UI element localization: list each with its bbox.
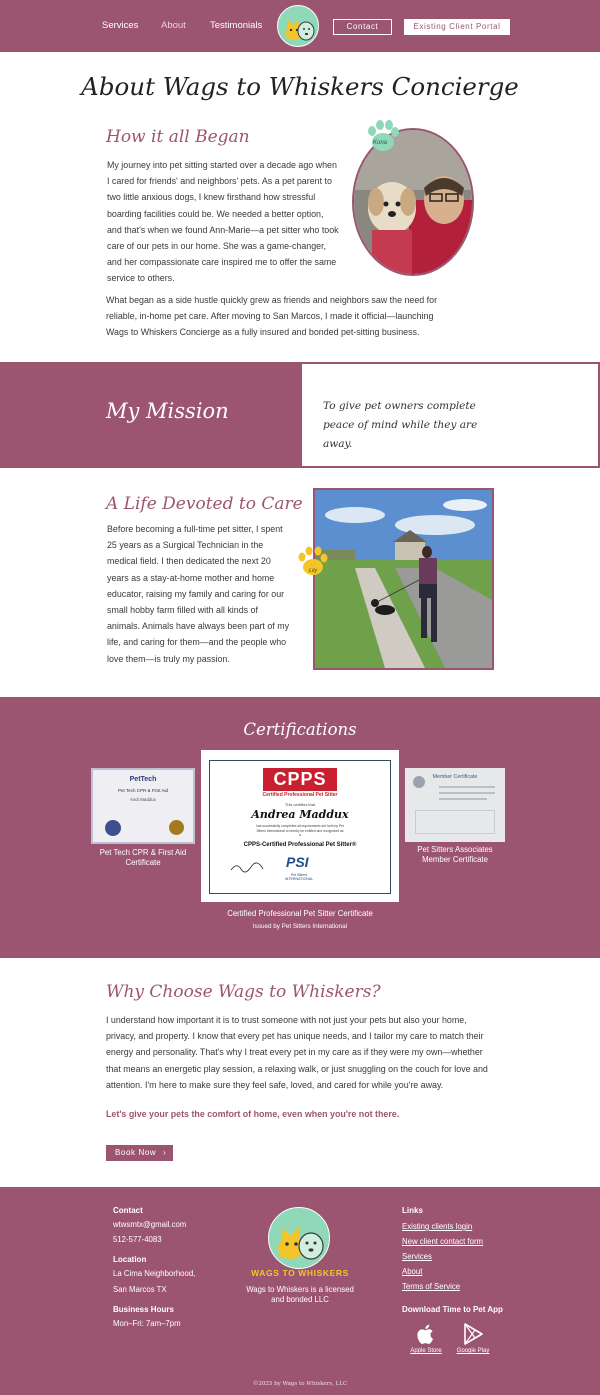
paw-kona-label: Kona <box>373 140 388 146</box>
why-tagline: Let's give your pets the comfort of home, even when you're not there. <box>106 1109 400 1119</box>
certifications-title: Certifications <box>243 720 357 739</box>
cpps-issuer: Issued by Pet Sitters International <box>252 923 348 930</box>
footer-brand-name: WAGS TO WHISKERS <box>251 1268 349 1278</box>
footer-logo <box>268 1207 330 1269</box>
psi-subtitle: Pet Sitters INTERNATIONAL <box>284 873 314 882</box>
care-paragraph: Before becoming a full-time pet sitter, I spent 25 years as a Surgical Technician in the medical field. I then dedicated the next 20 years as a stay-at-home mother and home educator, raising my family and caring for our small hobby farm filled with all kinds of animals. Animals have always been part of my life, and caring for them—and the people who love them—is truly my passion. <box>107 524 290 664</box>
member-line-3 <box>439 798 487 800</box>
footer-hours-heading: Business Hours <box>113 1305 174 1314</box>
footer-location-line1: La Cima Neighborhood, <box>113 1269 196 1278</box>
signature-image <box>229 860 269 874</box>
cert-holder-name: Andrea Maddux <box>251 808 349 821</box>
footer-location-line2: San Marcos TX <box>113 1285 167 1294</box>
paw-lily-label: Lily <box>309 568 318 574</box>
cert-designation: CPPS-Certified Professional Pet Sitter® <box>243 842 357 848</box>
member-certificate-image[interactable] <box>405 768 505 842</box>
member-caption: Pet Sitters Associates Member Certificate <box>417 845 493 864</box>
mission-quote: To give pet owners complete peace of mind while they are away. <box>323 400 478 450</box>
why-paragraph: I understand how important it is to trust someone with not just your pets but also your home, privacy, and property. I know that every pet has unique needs, and I tailor my care to match their energy and personality. That's why I treat every pet in my care as if they were my own—whether that means an energetic play session, a relaxing walk, or just snuggling on the couch for love and attention. I'm here to make sure they feel safe, loved, and cared for while you're away. <box>106 1015 488 1090</box>
footer-email[interactable]: wtwsmtx@gmail.com <box>113 1220 187 1229</box>
walking-dog-photo <box>313 488 494 670</box>
member-line-1 <box>439 786 495 788</box>
logo[interactable] <box>277 5 319 47</box>
cpps-caption: Certified Professional Pet Sitter Certificate <box>227 909 373 918</box>
pettech-cert-name: Andi Maddux <box>129 797 157 802</box>
cert-completed-text: has successfully completed all requirements set forth by Pet Sitters International to hereby be entitled and recognized as a <box>256 824 344 837</box>
footer-app-heading: Download Time to Pet App <box>402 1305 503 1314</box>
member-cert-title: Member Certificate <box>432 774 478 780</box>
began-paragraph-1: My journey into pet sitting started over a decade ago when I cared for friends' and neighbors' pets. As a pet parent to two little anxious dogs, I knew firsthand how stressful boarding facilities could be. We needed a better option, and that's when we found Ann-Marie—a pet sitter who took care of our pets in our home. She was a game-changer, and her compassionate care inspired me to offer the same service to others. <box>107 160 339 284</box>
paw-kona-icon <box>364 118 400 154</box>
pettech-cert-title: Pet Tech CPR & First Aid <box>118 788 168 793</box>
cat-dog-logo-icon <box>278 6 319 47</box>
site-header <box>0 0 600 52</box>
mission-title: My Mission <box>106 399 229 423</box>
footer-licensed: Wags to Whiskers is a licensed and bonded LLC <box>246 1285 354 1304</box>
cpps-certificate-image[interactable] <box>201 750 399 902</box>
nav-about[interactable]: About <box>161 20 186 31</box>
gold-seal-icon <box>169 820 184 835</box>
footer-location-heading: Location <box>113 1255 147 1264</box>
footer-phone[interactable]: 512-577-4083 <box>113 1235 162 1244</box>
footer-cat-dog-logo-icon <box>269 1208 330 1269</box>
footer-contact-heading: Contact <box>113 1206 143 1215</box>
chevron-right-icon: › <box>163 1148 167 1157</box>
client-portal-button[interactable]: Existing Client Portal <box>404 19 510 35</box>
page-title: About Wags to Whiskers Concierge <box>81 72 519 101</box>
book-now-label: Book Now <box>115 1148 157 1157</box>
apple-store-link[interactable]: Apple Store <box>410 1348 442 1354</box>
psi-logo: PSI <box>286 854 309 870</box>
care-title: A Life Devoted to Care <box>106 494 303 514</box>
why-title: Why Choose Wags to Whiskers? <box>106 982 381 1002</box>
member-detail-box <box>415 810 495 834</box>
certifies-text: This certifies that <box>284 802 316 807</box>
contact-button[interactable]: Contact <box>333 19 392 35</box>
footer-link-about[interactable]: About <box>402 1267 423 1276</box>
google-play-icon[interactable] <box>461 1322 485 1346</box>
cpps-subtitle: Certified Professional Pet Sitter <box>262 792 338 798</box>
footer-link-contact-form[interactable]: New client contact form <box>402 1237 484 1246</box>
pettech-caption: Pet Tech CPR & First Aid Certificate <box>99 848 187 867</box>
began-title: How it all Began <box>106 127 250 147</box>
began-paragraph-2: What began as a side hustle quickly grew as friends and neighbors saw the need for reliable, in-home pet care. After moving to San Marcos, I made it official—launching Wags to Whiskers Concierge as a fully insured and bonded pet-sitting business. <box>106 295 438 338</box>
pettech-logo: PetTech <box>129 776 157 783</box>
footer-link-services[interactable]: Services <box>402 1252 432 1261</box>
pettech-seal-icon <box>105 820 121 836</box>
pettech-certificate-image[interactable] <box>91 768 195 844</box>
footer-link-terms[interactable]: Terms of Service <box>402 1282 461 1291</box>
book-now-button[interactable] <box>106 1145 173 1161</box>
footer-copyright: ©2025 by Wags to Whiskers, LLC <box>252 1381 348 1387</box>
nav-services[interactable]: Services <box>102 20 139 31</box>
footer-hours: Mon–Fri: 7am–7pm <box>113 1319 181 1328</box>
nav-testimonials[interactable]: Testimonials <box>210 20 263 31</box>
footer-link-client-login[interactable]: Existing clients login <box>402 1222 473 1231</box>
google-play-link[interactable]: Google Play <box>456 1348 490 1354</box>
cpps-logo: CPPS <box>263 768 337 791</box>
footer-links-heading: Links <box>402 1206 423 1215</box>
member-line-2 <box>439 792 495 794</box>
apple-icon[interactable] <box>414 1322 438 1346</box>
